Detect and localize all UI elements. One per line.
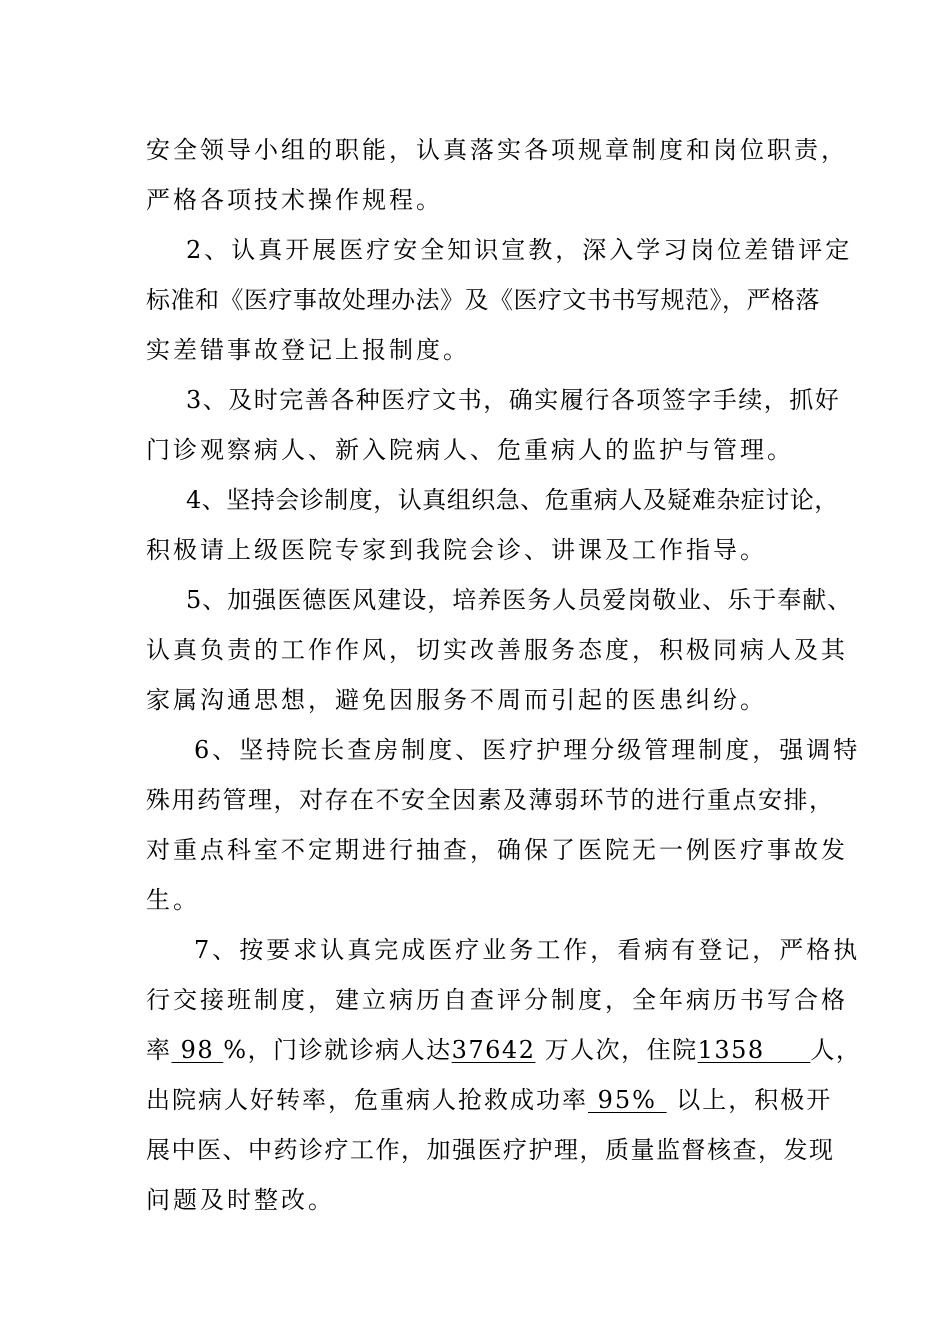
stats-text: ，门诊就诊病人达: [247, 1036, 452, 1064]
item-4-line: 4、坚持会诊制度，认真组织急、危重病人及疑难杂症讨论，: [186, 486, 839, 514]
success-rate-line: [146, 1084, 832, 1116]
text-line: 门诊观察病人、新入院病人、危重病人的监护与管理。: [146, 436, 794, 464]
item-5-line: 5、加强医德医风建设，培养医务人员爱岗敬业、乐于奉献、: [186, 586, 853, 614]
success-suffix: 以上，积极开: [666, 1086, 833, 1114]
text-line: 殊用药管理，对存在不安全因素及薄弱环节的进行重点安排，: [146, 786, 835, 814]
rescue-success-rate: 95%: [588, 1086, 667, 1114]
text-line: 展中医、中药诊疗工作，加强医疗护理，质量监督核查，发现: [146, 1136, 835, 1164]
outpatient-count: 37642: [451, 1036, 536, 1064]
text-line: 行交接班制度，建立病历自查评分制度，全年病历书写合格: [146, 986, 848, 1014]
inpatient-count: 1358: [697, 1036, 811, 1064]
item-3-line: 3、及时完善各种医疗文书，确实履行各项签字手续，抓好: [186, 386, 841, 414]
stats-line: [146, 1034, 861, 1066]
stats-text: 万人次，住院: [535, 1036, 698, 1064]
text-line: 认真负责的工作作风，切实改善服务态度，积极同病人及其: [146, 636, 848, 664]
text-line: 实差错事故登记上报制度。: [146, 336, 470, 364]
item-6-line: 6、坚持院长查房制度、医疗护理分级管理制度，强调特: [194, 736, 861, 764]
text-line: 标准和《医疗事故处理办法》及《医疗文书书写规范》，严格落: [146, 286, 820, 314]
item-2-line: 2、认真开展医疗安全知识宣教，深入学习岗位差错评定: [186, 236, 853, 264]
text-line: 家属沟通思想，避免因服务不周而引起的医患纠纷。: [146, 686, 767, 714]
text-line: 积极请上级医院专家到我院会诊、讲课及工作指导。: [146, 536, 767, 564]
text-line: 对重点科室不定期进行抽查，确保了医院无一例医疗事故发: [146, 836, 848, 864]
item-7-line: 7、按要求认真完成医疗业务工作，看病有登记，严格执: [194, 936, 861, 964]
stats-text: 人，: [810, 1036, 862, 1064]
text-line: 严格各项技术操作规程。: [146, 186, 443, 214]
record-pass-rate: 98: [171, 1036, 224, 1064]
percent-sign: %: [223, 1036, 248, 1064]
success-prefix: 出院病人好转率，危重病人抢救成功率: [146, 1086, 588, 1114]
text-line: 问题及时整改。: [146, 1186, 335, 1214]
text-line: 安全领导小组的职能，认真落实各项规章制度和岗位职责，: [146, 136, 848, 164]
text-line: 生。: [146, 886, 200, 914]
stats-prefix: 率: [146, 1036, 172, 1064]
